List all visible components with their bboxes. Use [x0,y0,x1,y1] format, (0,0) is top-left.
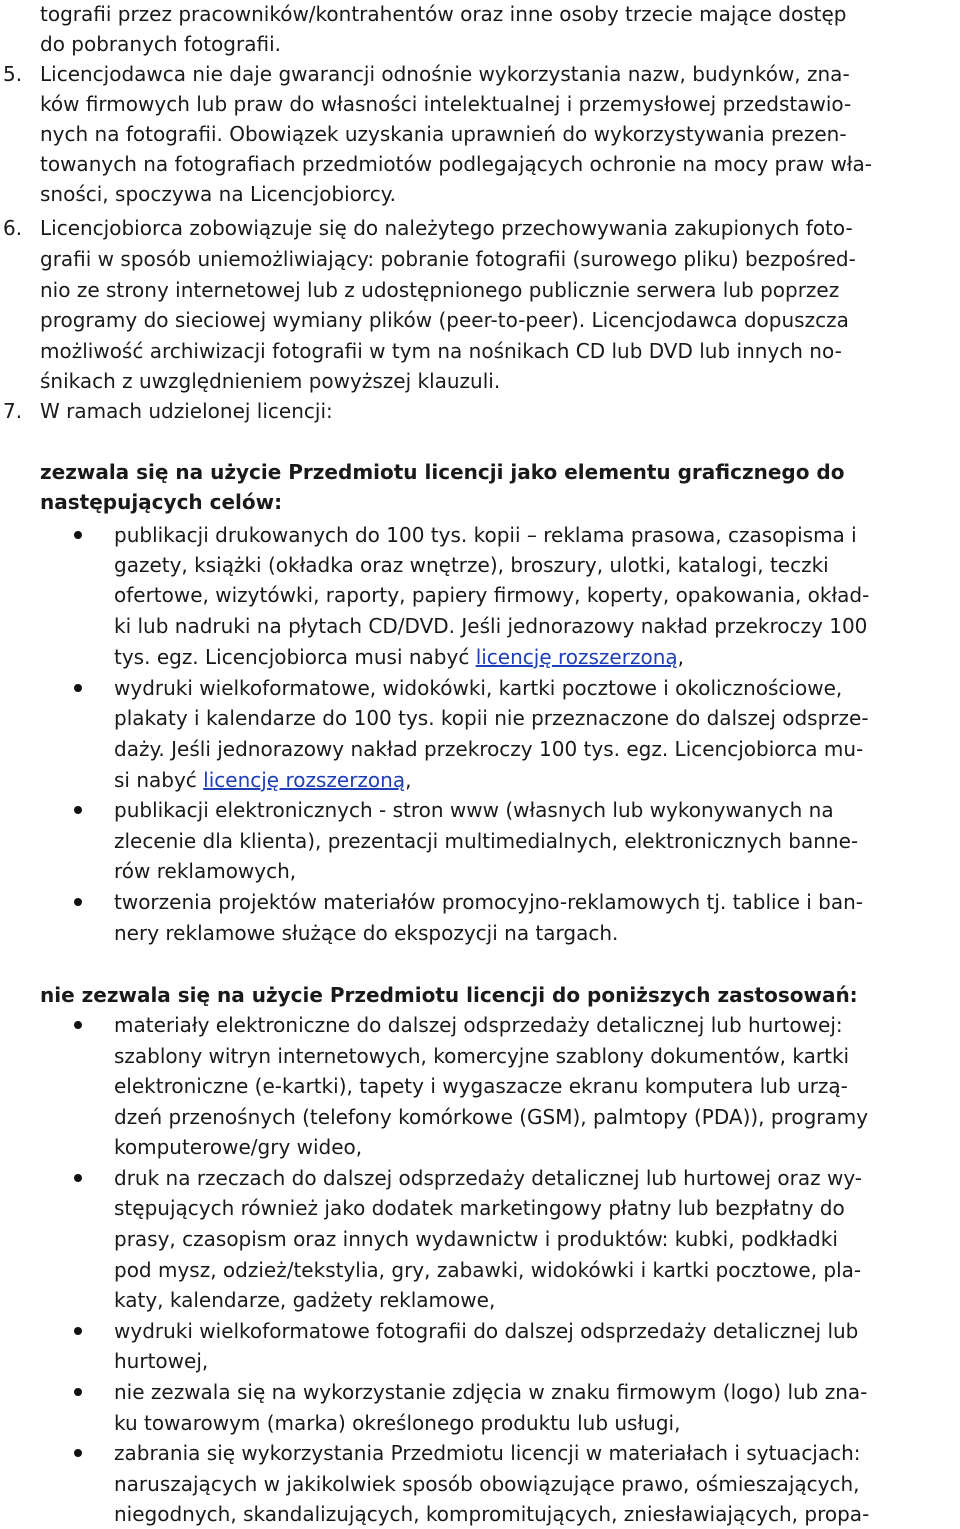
list-item-line: hurtowej, [114,1349,209,1373]
list-item-line: materiały elektroniczne do dalszej odsprzedaży detalicznej lub hurtowej: [114,1013,843,1037]
list-item-line: naruszających w jakikolwiek sposób obowiązujące prawo, ośmieszających, [114,1472,860,1496]
list-item-text: si nabyć [114,768,204,792]
paragraph-line: grafii w sposób uniemożliwiający: pobranie fotografii (surowego pliku) bezpośred- [40,247,856,271]
paragraph-line: programy do sieciowej wymiany plików (peer-to-peer). Licencjodawca dopuszcza [40,308,849,332]
extended-license-link[interactable]: licencję rozszerzoną [475,645,678,669]
item-number: 6. [3,216,23,240]
list-item-line: elektroniczne (e-kartki), tapety i wygaszacze ekranu komputera lub urzą- [114,1074,848,1098]
bullet-icon [74,531,82,539]
item-number: 5. [3,62,23,86]
paragraph-line: W ramach udzielonej licencji: [40,399,333,423]
list-item-line: wydruki wielkoformatowe, widokówki, kartki pocztowe i okolicznościowe, [114,676,843,700]
list-item-line: ki lub nadruki na płytach CD/DVD. Jeśli jednorazowy nakład przekroczy 100 [114,614,868,638]
list-item-text: tys. egz. Licencjobiorca musi nabyć [114,645,476,669]
list-item-text: , [405,768,412,792]
bullet-icon [74,1021,82,1029]
list-item-line: publikacji drukowanych do 100 tys. kopii – reklama prasowa, czasopisma i [114,523,857,547]
paragraph-line: śnikach z uwzględnieniem powyższej klauzuli. [40,369,501,393]
list-item-line: szablony witryn internetowych, komercyjne szablony dokumentów, kartki [114,1044,850,1068]
list-item-line: publikacji elektronicznych - stron www (własnych lub wykonywanych na [114,798,834,822]
list-item-line: ku towarowym (marka) określonego produktu lub usługi, [114,1411,681,1435]
list-item-line: daży. Jeśli jednorazowy nakład przekroczy 100 tys. egz. Licencjobiorca mu- [114,737,864,761]
extended-license-link[interactable]: licencję rozszerzoną [203,768,406,792]
allowed-heading: zezwala się na użycie Przedmiotu licencji jako elementu graficznego do [40,460,845,484]
forbidden-heading: nie zezwala się na użycie Przedmiotu licencji do poniższych zastosowań: [40,983,858,1007]
list-item-line: katy, kalendarze, gadżety reklamowe, [114,1288,496,1312]
bullet-icon [74,1327,82,1335]
list-item-line [114,765,411,795]
list-item-line: niegodnych, skandalizujących, kompromitujących, zniesławiających, propa- [114,1502,870,1526]
intro-line: tografii przez pracowników/kontrahentów oraz inne osoby trzecie mające dostęp [40,2,847,26]
paragraph-line: możliwość archiwizacji fotografii w tym na nośnikach CD lub DVD lub innych no- [40,339,842,363]
item-number: 7. [3,399,23,423]
bullet-icon [74,1174,82,1182]
list-item-line: komputerowe/gry wideo, [114,1135,363,1159]
paragraph-line: sności, spoczywa na Licencjobiorcy. [40,182,397,206]
list-item-line: prasy, czasopism oraz innych wydawnictw i produktów: kubki, podkładki [114,1227,838,1251]
bullet-icon [74,684,82,692]
list-item-line: pod mysz, odzież/tekstylia, gry, zabawki, widokówki i kartki pocztowe, pla- [114,1258,862,1282]
list-item-line [114,642,684,672]
paragraph-line: Licencjodawca nie daje gwarancji odnośnie wykorzystania nazw, budynków, zna- [40,62,850,86]
list-item-line: rów reklamowych, [114,859,297,883]
list-item-line: zabrania się wykorzystania Przedmiotu licencji w materiałach i sytuacjach: [114,1441,861,1465]
list-item-line: zlecenie dla klienta), prezentacji multimedialnych, elektronicznych banne- [114,829,859,853]
intro-line: do pobranych fotografii. [40,32,281,56]
list-item-line: tworzenia projektów materiałów promocyjno-reklamowych tj. tablice i ban- [114,890,863,914]
list-item-line: plakaty i kalendarze do 100 tys. kopii nie przeznaczone do dalszej odsprze- [114,706,869,730]
paragraph-line: nych na fotografii. Obowiązek uzyskania uprawnień do wykorzystywania prezen- [40,122,847,146]
list-item-text: , [677,645,684,669]
list-item-line: stępujących również jako dodatek marketingowy płatny lub bezpłatny do [114,1196,845,1220]
bullet-icon [74,898,82,906]
bullet-icon [74,1388,82,1396]
list-item-line: nery reklamowe służące do ekspozycji na targach. [114,921,619,945]
list-item-line: nie zezwala się na wykorzystanie zdjęcia w znaku firmowym (logo) lub zna- [114,1380,868,1404]
bullet-icon [74,1449,82,1457]
paragraph-line: Licencjobiorca zobowiązuje się do należytego przechowywania zakupionych foto- [40,216,853,240]
list-item-line: wydruki wielkoformatowe fotografii do dalszej odsprzedaży detalicznej lub [114,1319,859,1343]
paragraph-line: towanych na fotografiach przedmiotów podlegających ochronie na mocy praw wła- [40,152,872,176]
list-item-line: gazety, książki (okładka oraz wnętrze), broszury, ulotki, katalogi, teczki [114,553,829,577]
list-item-line: dzeń przenośnych (telefony komórkowe (GSM), palmtopy (PDA)), programy [114,1105,869,1129]
paragraph-line: ków firmowych lub praw do własności intelektualnej i przemysłowej przedstawio- [40,92,852,116]
paragraph-line: nio ze strony internetowej lub z udostępnionego publicznie serwera lub poprzez [40,278,840,302]
bullet-icon [74,806,82,814]
list-item-line: druk na rzeczach do dalszej odsprzedaży detalicznej lub hurtowej oraz wy- [114,1166,863,1190]
allowed-heading: następujących celów: [40,490,283,514]
list-item-line: ofertowe, wizytówki, raporty, papiery firmowy, koperty, opakowania, okład- [114,583,870,607]
